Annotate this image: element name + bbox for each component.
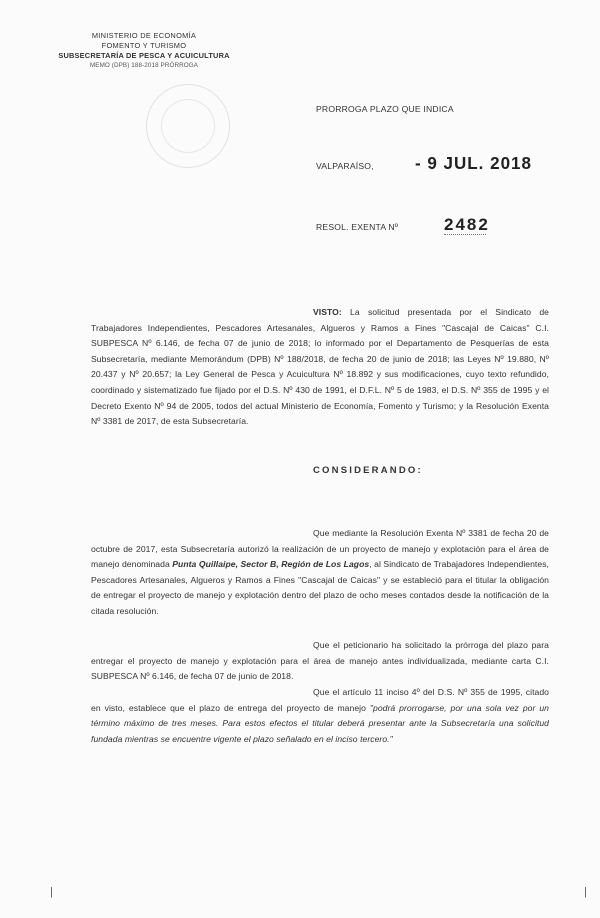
margin-mark-bottom-right: | xyxy=(584,886,587,898)
date-stamp: - 9 JUL. 2018 xyxy=(415,153,532,174)
p1-area-name: Punta Quillaipe, Sector B, Región de Los Lagos xyxy=(172,559,370,570)
resolution-number-stamp: 2482 xyxy=(444,215,490,234)
considerando-paragraph-2: Que el peticionario ha solicitado la prórroga del plazo para entregar el proyecto de manejo y explotación para el área de manejo antes individualizada, mediante carta C.I. SUBPESCA Nº 6.146, de fecha 07 de junio de 2018. xyxy=(91,640,549,682)
letterhead-subsecretaria: SUBSECRETARÍA DE PESCA Y ACUICULTURA xyxy=(58,51,230,60)
p3-text-a: Que el artículo 11 inciso 4º del D.S. Nº 355 de 1995, citado en visto, establece que el plazo de entrega del proyecto de manejo xyxy=(91,687,549,713)
faint-seal-mark xyxy=(146,84,230,168)
visto-text: La solicitud presentada por el Sindicato de Trabajadores Independientes, Pescadores Artesanales, Algueros y Ramos a Fines "Cascajal de Caicas" C.I. SUBPESCA Nº 6.146, de fecha 07 de junio de 2018; lo informado por el Departamento de Pesquerías de esta Subsecretaría, mediante Memorándum (DPB) Nº 188/2018, de fecha 20 de junio de 2018; las Leyes Nº 19.880, Nº 20.437 y Nº 20.657; la Ley General de Pesca y Acuicultura Nº 18.892 y sus modificaciones, cuyo texto refundido, coordinado y sistematizado fue fijado por el D.S. Nº 430 de 1991, el D.F.L. Nº 5 de 1983, el D.S. Nº 355 de 1995 y el Decreto Exento Nº 94 de 2005, todos del actual Ministerio de Economía, Fomento y Turismo; y la Resolución Exenta Nº 3381 de 2017, de esta Subsecretaría. xyxy=(91,307,549,427)
letterhead-ministry: MINISTERIO DE ECONOMÍA xyxy=(91,31,197,40)
considerando-paragraph-1 xyxy=(91,526,549,620)
p1-text-c: , al Sindicato de Trabajadores Independientes, Pescadores Artesanales, Algueros y Ramos a Fines "Cascajal de Caicas" y se estableció para el titular la obligación de entregar el proyecto de manejo y explotación dentro del plazo de ocho meses contados desde la notificación de la citada resolución. xyxy=(91,559,549,616)
resolution-number-underline xyxy=(444,234,486,235)
resolution-label: RESOL. EXENTA Nº xyxy=(316,222,399,232)
margin-mark-bottom-left: | xyxy=(50,886,53,898)
letterhead-ministry-sub: FOMENTO Y TURISMO xyxy=(101,41,187,50)
letterhead-memo-ref: MEMO (DPB) 188-2018 PRÓRROGA xyxy=(89,62,199,69)
considerando-paragraph-3 xyxy=(91,685,549,747)
p1-text-a: Que mediante la Resolución Exenta Nº 3381 de fecha 20 de octubre de 2017, esta Subsecretaría autorizó la realización de un proyecto de manejo y explotación para el área de manejo denominada xyxy=(91,528,549,570)
letterhead xyxy=(34,31,254,71)
document-title: PRORROGA PLAZO QUE INDICA xyxy=(316,104,454,114)
visto-paragraph xyxy=(91,305,549,430)
considerando-heading: CONSIDERANDO: xyxy=(313,465,423,476)
place-label: VALPARAÍSO, xyxy=(316,161,374,171)
visto-label: VISTO: xyxy=(313,307,342,317)
p3-quoted-article: "podrá prorrogarse, por una sola vez por un término máximo de tres meses. Para estos efectos el titular deberá presentar ante la Subsecretaría una solicitud fundada mientras se encuentre vigente el plazo señalado en el inciso tercero." xyxy=(91,702,550,744)
